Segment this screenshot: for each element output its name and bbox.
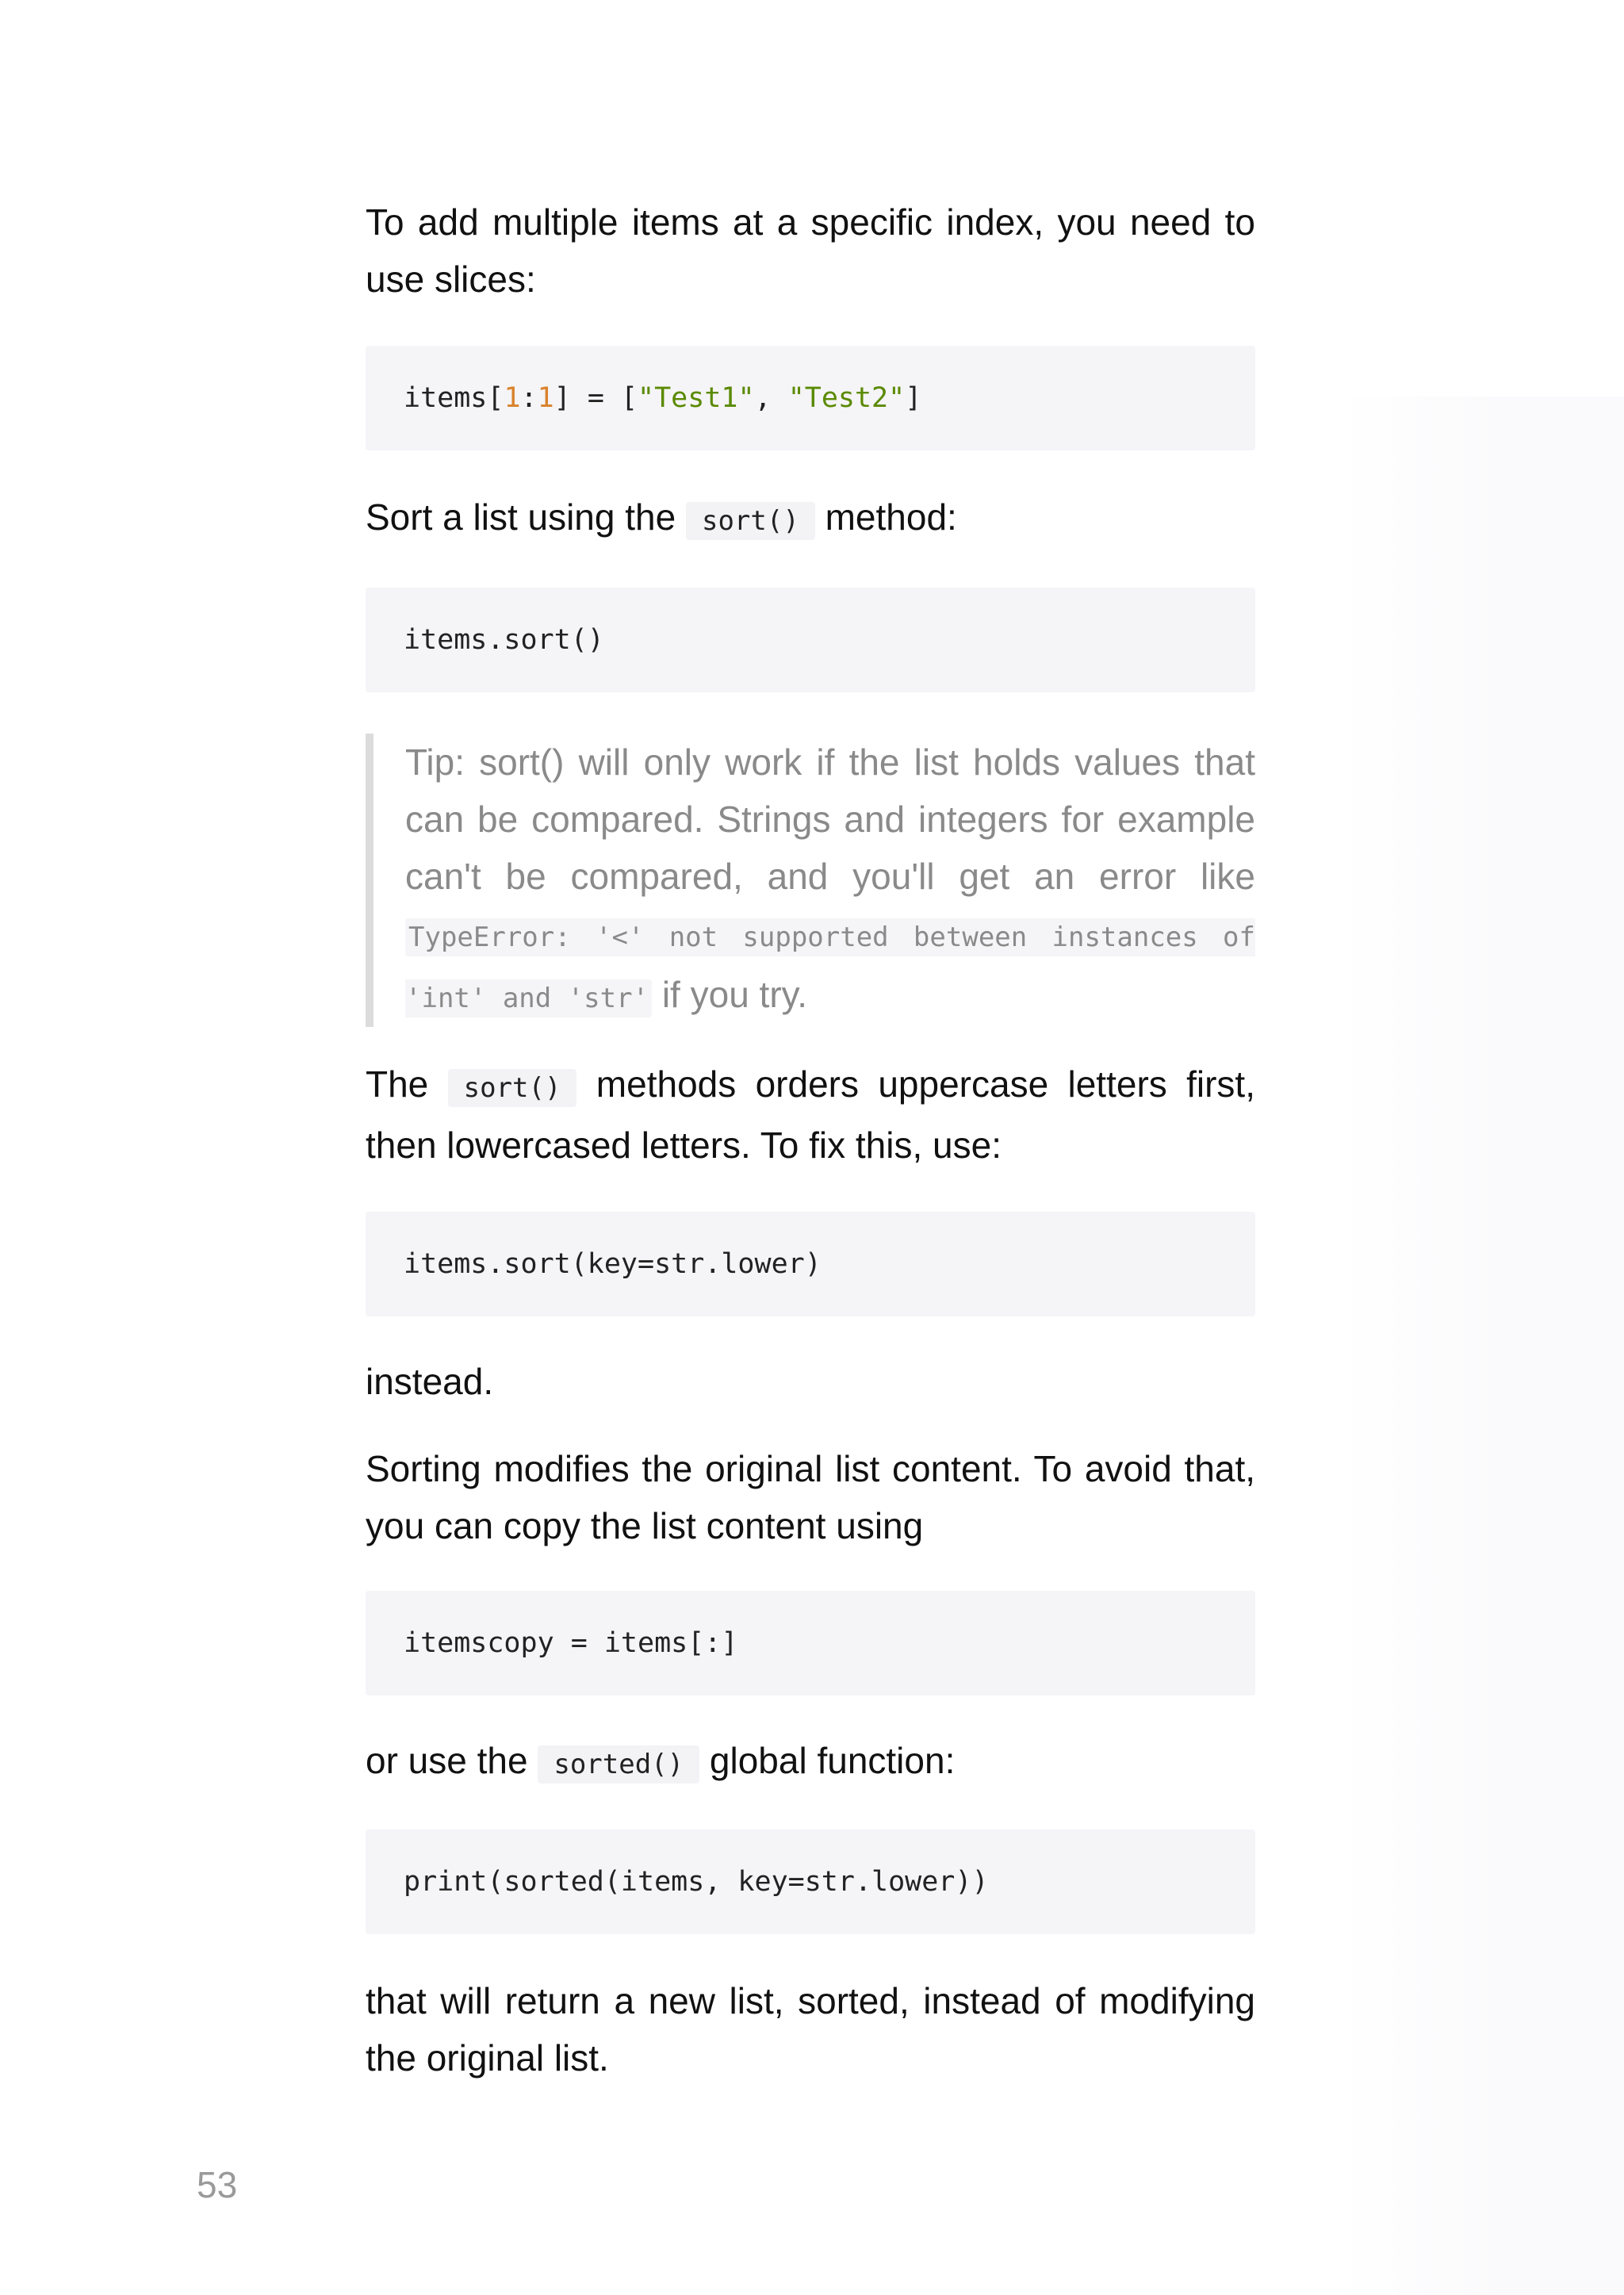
code-token: ] (905, 382, 922, 414)
text-run: Tip: sort() will only work if the list holds values that can be compared. Strings and integers for example can't be compared, and you'll get an error like (405, 741, 1255, 897)
text-run: Sort a list using the (366, 496, 686, 538)
paragraph-sort-method (366, 489, 1255, 550)
code-block-copy: itemscopy = items[:] (366, 1591, 1255, 1695)
page-background-tint (1339, 397, 1624, 2295)
inline-code-sort: sort() (686, 502, 815, 540)
text-run: methods orders uppercase letters first, then lowercased letters. To fix this, use: (366, 1063, 1255, 1166)
paragraph-instead: instead. (366, 1361, 494, 1402)
paragraph-sorting-modifies: Sorting modifies the original list content. To avoid that, you can copy the list content using (366, 1448, 1255, 1546)
code-token: ] = [ (553, 382, 638, 414)
paragraph-sort-order (366, 1056, 1255, 1174)
code-string: "Test1" (638, 382, 755, 414)
code-token: : (520, 382, 538, 414)
page-content (366, 193, 1255, 2086)
code-block-sort: items.sort() (366, 588, 1255, 692)
inline-code-sorted: sorted() (538, 1745, 699, 1784)
text-run: or use the (366, 1740, 538, 1781)
code-block-sort-lower: items.sort(key=str.lower) (366, 1212, 1255, 1316)
code-token: items[ (404, 382, 504, 414)
code-string: "Test2" (787, 382, 906, 414)
code-block-print-sorted: print(sorted(items, key=str.lower)) (366, 1829, 1255, 1934)
paragraph-sorted-function (366, 1732, 1255, 1793)
inline-code-typeerror: TypeError: '<' not supported between instances of 'int' and 'str' (405, 918, 1255, 1017)
text-run: if you try. (652, 974, 808, 1015)
tip-text (405, 734, 1255, 1027)
code-token: , (754, 382, 788, 414)
paragraph-slices-intro: To add multiple items at a specific index, you need to use slices: (366, 201, 1255, 300)
paragraph-return-new-list: that will return a new list, sorted, instead of modifying the original list. (366, 1980, 1255, 2079)
text-run: The (366, 1063, 448, 1105)
code-number: 1 (504, 382, 521, 414)
code-block-slice-insert (366, 346, 1255, 450)
code-number: 1 (537, 382, 554, 414)
text-run: global function: (699, 1740, 956, 1781)
text-run: method: (814, 496, 957, 538)
page-number: 53 (197, 2164, 238, 2205)
tip-blockquote (366, 734, 1255, 1027)
inline-code-sort: sort() (448, 1069, 577, 1107)
